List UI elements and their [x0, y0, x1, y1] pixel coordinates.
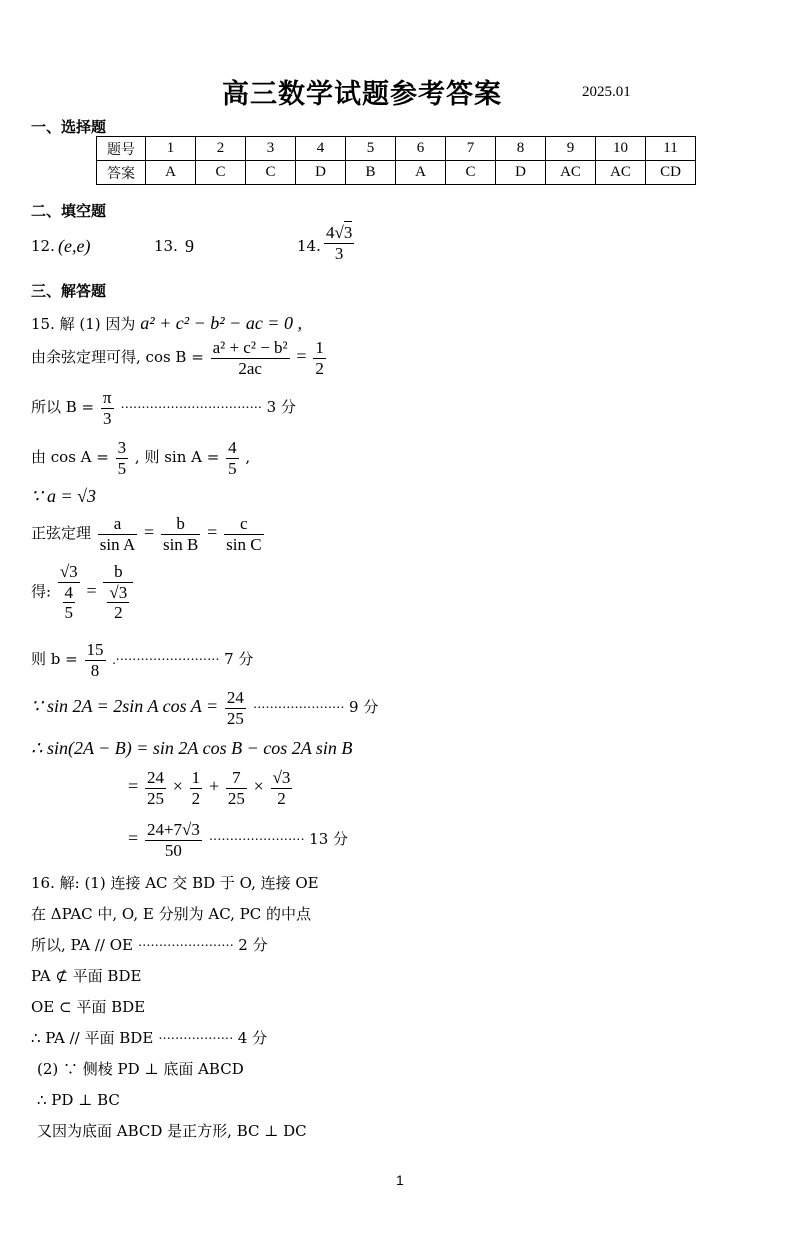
- question-number: 11: [646, 137, 696, 161]
- q15-line7: 得: $\frac{√3}{\frac{4}{5}}$ = $\frac{b}{\frac{√3}{2}}$: [31, 562, 135, 623]
- q16-conclusion: ∴ PA // 平面 BDE: [31, 1029, 154, 1047]
- score-dots: ······················: [252, 701, 345, 717]
- q15-b-value-num: 15: [86, 640, 104, 659]
- q15-cos-a-label: 由 cos A =: [31, 448, 109, 467]
- q14-number: 14.: [297, 237, 321, 255]
- answer-cell: C: [246, 161, 296, 185]
- answer-cell: AC: [546, 161, 596, 185]
- score-dots: ··································: [120, 401, 262, 417]
- q16-line9: 又因为底面 ABCD 是正方形, BC ⊥ DC: [37, 1122, 307, 1140]
- table-row-numbers: [97, 137, 696, 161]
- score-dots: ··················: [158, 1032, 233, 1047]
- q15-t3-num: 7: [226, 768, 247, 789]
- question-number: 5: [346, 137, 396, 161]
- q15-condition: a² + c² − b² − ac = 0 ,: [140, 313, 302, 333]
- q15-b-value-label: 则 b =: [31, 650, 78, 669]
- score-label: 9 分: [349, 698, 379, 717]
- q15-b-angle-label: 所以 B =: [31, 398, 95, 417]
- q15-sr-b-den: sin B: [162, 534, 199, 554]
- score-dots: ·······················: [208, 833, 305, 849]
- q15-rhs-sub-den: 2: [114, 603, 123, 623]
- question-number: 3: [246, 137, 296, 161]
- q15-sin-a-num: 4: [228, 438, 237, 457]
- q15-intro: 15. 解 (1) 因为: [31, 315, 136, 333]
- answer-cell: A: [146, 161, 196, 185]
- q15-sr-a-den: sin A: [99, 534, 136, 554]
- question-number: 10: [596, 137, 646, 161]
- q14-num-coef: 4: [326, 223, 335, 242]
- q15-rhs-sub-num: √3: [109, 582, 128, 602]
- q15-t4-den: 2: [277, 788, 286, 808]
- times-sign: ×: [253, 776, 264, 797]
- answer-cell: CD: [646, 161, 696, 185]
- q16-parallel: 所以, PA // OE: [31, 936, 133, 954]
- score-dots: ·······················: [137, 939, 234, 954]
- q16-line2: 在 ΔPAC 中, O, E 分别为 AC, PC 的中点: [31, 905, 312, 923]
- exam-date: 2025.01: [582, 84, 631, 100]
- q16-line4: PA ⊄ 平面 BDE: [31, 967, 142, 985]
- answer-cell: AC: [596, 161, 646, 185]
- q15-t3-den: 25: [227, 788, 245, 808]
- q15-t2-num: 1: [191, 768, 201, 787]
- q16-line7: (2) ∵ 侧棱 PD ⊥ 底面 ABCD: [37, 1060, 244, 1078]
- plus-sign: +: [208, 776, 220, 797]
- q16-line8: ∴ PD ⊥ BC: [37, 1091, 120, 1109]
- q12-number: 12.: [31, 237, 55, 255]
- page-title: 高三数学试题参考答案: [222, 79, 502, 110]
- answer-cell: A: [396, 161, 446, 185]
- q13-answer: 9: [185, 236, 194, 256]
- q15-sin2a-den: 25: [226, 708, 244, 728]
- answer-cell: C: [196, 161, 246, 185]
- score-label: 3 分: [266, 398, 296, 417]
- q16-line1: 16. 解: (1) 连接 AC 交 BD 于 O, 连接 OE: [31, 874, 319, 892]
- q15-line4: [31, 438, 250, 478]
- q15-t2-den: 2: [191, 788, 201, 808]
- q14-num-radicand: 3: [343, 223, 353, 242]
- times-sign: ×: [172, 776, 183, 797]
- q15-sin-a-label: , 则 sin A =: [134, 448, 220, 467]
- q15-b-angle-num: π: [102, 388, 112, 407]
- equals-sign: =: [128, 776, 139, 797]
- q15-compound-num: √3: [59, 562, 78, 581]
- answer-table: [96, 136, 696, 185]
- q15-sub-num: 4: [64, 582, 74, 602]
- q15-sr-b-num: b: [161, 514, 200, 535]
- q15-line9: [31, 688, 378, 728]
- q15-line8: [31, 640, 253, 680]
- q15-cos-b-num: a² + c² − b²: [212, 338, 288, 357]
- score-label: 2 分: [238, 936, 268, 954]
- q15-t4-num: √3: [272, 768, 291, 787]
- q13-number: 13.: [154, 237, 178, 255]
- q15-cos-b-val-num: 1: [315, 338, 324, 357]
- q15-b-angle-den: 3: [102, 408, 112, 428]
- q16-line5: OE ⊂ 平面 BDE: [31, 998, 146, 1016]
- q14-answer: $\frac{4√3}{3}$: [326, 223, 353, 263]
- q15-t1-den: 25: [146, 788, 164, 808]
- table-row-answers: [97, 161, 696, 185]
- section-heading-solve: 三、解答题: [31, 282, 107, 300]
- q15-get-label: 得:: [31, 582, 52, 601]
- answer-cell: D: [496, 161, 546, 185]
- question-number: 4: [296, 137, 346, 161]
- q15-cos-b-label: 由余弦定理可得, cos B =: [31, 348, 204, 367]
- q15-b-value-den: 8: [90, 660, 100, 680]
- q16-line3: [31, 938, 268, 954]
- question-number: 9: [546, 137, 596, 161]
- q15-line6: 正弦定理 $\frac{a}{\text{sin A}}$ = $\frac{b}{\text{sin B}}$ = $\frac{c}{\text{sin C}}$: [31, 514, 262, 554]
- q15-sub-den: 5: [64, 603, 74, 623]
- q15-line2: 由余弦定理可得, cos B = $\frac{\text{a² + c² − b²}}{2ac}$ = $\frac{1}{2}$: [31, 338, 324, 378]
- q15-cos-b-val-den: 2: [315, 358, 324, 378]
- q16-line6: [31, 1031, 267, 1047]
- q14-den: 3: [334, 243, 344, 263]
- section-heading-choice: 一、选择题: [31, 118, 107, 136]
- question-number: 1: [146, 137, 196, 161]
- q15-sine-rule-label: 正弦定理: [31, 524, 92, 543]
- question-number: 2: [196, 137, 246, 161]
- row-label-answer: 答案: [97, 161, 146, 185]
- q15-comma: ,: [245, 448, 251, 467]
- q15-line12: [128, 820, 348, 860]
- q15-sin2a-expr: ∵ sin 2A = 2sin A cos A =: [31, 696, 219, 717]
- q15-cos-a-num: 3: [117, 438, 127, 457]
- q15-sin2a-num: 24: [226, 688, 244, 707]
- q15-line1: [31, 314, 302, 332]
- q15-cos-b-den: 2ac: [238, 358, 262, 378]
- section-heading-fill: 二、填空题: [31, 202, 107, 220]
- question-number: 6: [396, 137, 446, 161]
- q15-line5: ∵ a = √3: [31, 486, 96, 506]
- score-dots: .·························: [112, 653, 220, 669]
- score-label: 4 分: [237, 1029, 268, 1047]
- q15-line10: ∴ sin(2A − B) = sin 2A cos B − cos 2A sin B: [31, 738, 353, 758]
- q15-sin-a-den: 5: [228, 458, 237, 478]
- q15-t1-num: 24: [146, 768, 164, 787]
- answer-cell: D: [296, 161, 346, 185]
- q15-line11: [128, 768, 294, 808]
- question-number: 8: [496, 137, 546, 161]
- q15-line3: [31, 388, 296, 428]
- row-label-number: 题号: [97, 137, 146, 161]
- score-label: 13 分: [309, 830, 349, 849]
- q15-sr-c-den: sin C: [226, 534, 262, 554]
- q15-rhs-num: b: [103, 562, 133, 583]
- q15-sr-c-num: c: [224, 514, 263, 535]
- q15-result-den: 50: [164, 840, 182, 860]
- score-label: 7 分: [224, 650, 254, 669]
- q12-answer: (e,e): [58, 236, 91, 256]
- q15-cos-a-den: 5: [117, 458, 127, 478]
- q15-rhs-den: [103, 583, 133, 623]
- equals-sign: =: [128, 828, 139, 849]
- q15-compound-den: [58, 583, 80, 623]
- answer-cell: C: [446, 161, 496, 185]
- question-number: 7: [446, 137, 496, 161]
- q15-sr-a-num: a: [98, 514, 137, 535]
- answer-cell: B: [346, 161, 396, 185]
- q15-result-num: 24+7√3: [146, 820, 200, 839]
- page-number: 1: [396, 1172, 404, 1188]
